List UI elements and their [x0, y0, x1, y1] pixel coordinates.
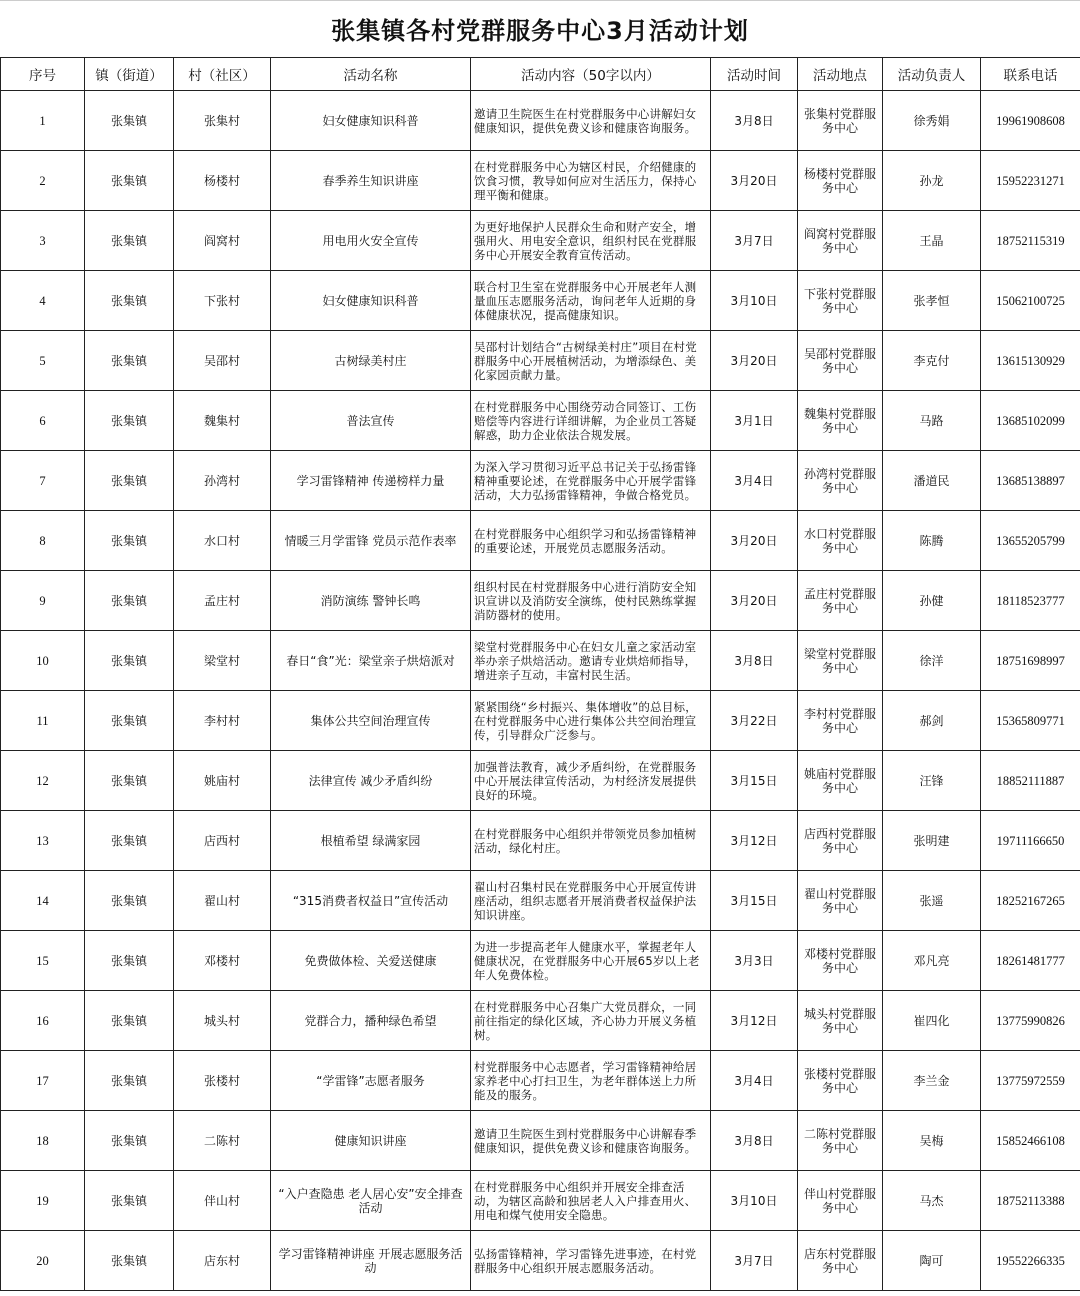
cell-village: 孟庄村 — [174, 571, 271, 631]
cell-activity-place: 孙湾村党群服务中心 — [798, 451, 883, 511]
cell-phone: 15365809771 — [981, 691, 1080, 751]
header-activity-content: 活动内容（50字以内） — [471, 58, 711, 91]
cell-village: 翟山村 — [174, 871, 271, 931]
cell-village: 李村村 — [174, 691, 271, 751]
header-person-in-charge: 活动负责人 — [883, 58, 981, 91]
cell-index: 17 — [1, 1051, 85, 1111]
header-phone: 联系电话 — [981, 58, 1080, 91]
cell-phone: 15952231271 — [981, 151, 1080, 211]
cell-activity-content: 在村党群服务中心围绕劳动合同签订、工伤赔偿等内容进行详细讲解，为企业员工答疑解惑，助力企业依法合规发展。 — [471, 391, 711, 451]
cell-phone: 19711166650 — [981, 811, 1080, 871]
cell-person-in-charge: 邓凡亮 — [883, 931, 981, 991]
cell-town: 张集镇 — [85, 1111, 174, 1171]
cell-town: 张集镇 — [85, 391, 174, 451]
table-row — [1, 751, 1080, 811]
table-header-row — [1, 58, 1080, 91]
cell-activity-time: 3月20日 — [711, 511, 798, 571]
cell-person-in-charge: 马杰 — [883, 1171, 981, 1231]
table-row — [1, 451, 1080, 511]
table-row — [1, 691, 1080, 751]
cell-activity-time: 3月12日 — [711, 811, 798, 871]
cell-activity-time: 3月20日 — [711, 331, 798, 391]
cell-town: 张集镇 — [85, 931, 174, 991]
cell-village: 张集村 — [174, 91, 271, 151]
cell-village: 伴山村 — [174, 1171, 271, 1231]
cell-index: 5 — [1, 331, 85, 391]
cell-activity-name: 健康知识讲座 — [271, 1111, 471, 1171]
cell-activity-place: 姚庙村党群服务中心 — [798, 751, 883, 811]
cell-person-in-charge: 徐秀娟 — [883, 91, 981, 151]
cell-person-in-charge: 郝剑 — [883, 691, 981, 751]
header-town: 镇（街道） — [85, 58, 174, 91]
cell-activity-time: 3月8日 — [711, 91, 798, 151]
cell-village: 魏集村 — [174, 391, 271, 451]
cell-activity-content: 在村党群服务中心召集广大党员群众，一同前往指定的绿化区域，齐心协力开展义务植树。 — [471, 991, 711, 1051]
cell-person-in-charge: 张孝恒 — [883, 271, 981, 331]
cell-index: 16 — [1, 991, 85, 1051]
cell-phone: 19552266335 — [981, 1231, 1080, 1291]
cell-activity-content: 翟山村召集村民在党群服务中心开展宣传讲座活动，组织志愿者开展消费者权益保护法知识讲座。 — [471, 871, 711, 931]
cell-town: 张集镇 — [85, 151, 174, 211]
cell-index: 7 — [1, 451, 85, 511]
cell-index: 18 — [1, 1111, 85, 1171]
cell-activity-time: 3月15日 — [711, 871, 798, 931]
table-row — [1, 631, 1080, 691]
cell-town: 张集镇 — [85, 571, 174, 631]
cell-phone: 18118523777 — [981, 571, 1080, 631]
cell-index: 9 — [1, 571, 85, 631]
cell-phone: 18852111887 — [981, 751, 1080, 811]
cell-activity-time: 3月10日 — [711, 1171, 798, 1231]
cell-activity-time: 3月12日 — [711, 991, 798, 1051]
cell-person-in-charge: 马路 — [883, 391, 981, 451]
cell-town: 张集镇 — [85, 1231, 174, 1291]
cell-activity-content: 为深入学习贯彻习近平总书记关于弘扬雷锋精神重要论述，在党群服务中心开展学雷锋活动，大力弘扬雷锋精神，争做合格党员。 — [471, 451, 711, 511]
cell-index: 4 — [1, 271, 85, 331]
cell-person-in-charge: 陈腾 — [883, 511, 981, 571]
cell-activity-content: 为更好地保护人民群众生命和财产安全，增强用火、用电安全意识，组织村民在党群服务中心开展安全教育宣传活动。 — [471, 211, 711, 271]
cell-index: 10 — [1, 631, 85, 691]
cell-phone: 13685102099 — [981, 391, 1080, 451]
cell-town: 张集镇 — [85, 211, 174, 271]
cell-activity-content: 吴邵村计划结合“古树绿美村庄”项目在村党群服务中心开展植树活动，为增添绿色、美化家园贡献力量。 — [471, 331, 711, 391]
cell-index: 20 — [1, 1231, 85, 1291]
cell-activity-content: 为进一步提高老年人健康水平，掌握老年人健康状况，在党群服务中心开展65岁以上老年人免费体检。 — [471, 931, 711, 991]
cell-phone: 13655205799 — [981, 511, 1080, 571]
cell-activity-content: 邀请卫生院医生在村党群服务中心讲解妇女健康知识，提供免费义诊和健康咨询服务。 — [471, 91, 711, 151]
cell-person-in-charge: 王晶 — [883, 211, 981, 271]
cell-phone: 13775972559 — [981, 1051, 1080, 1111]
cell-activity-name: 普法宣传 — [271, 391, 471, 451]
cell-activity-time: 3月20日 — [711, 151, 798, 211]
cell-activity-place: 邓楼村党群服务中心 — [798, 931, 883, 991]
cell-activity-content: 在村党群服务中心组织并开展安全排查活动，为辖区高龄和独居老人入户排查用火、用电和煤气使用安全隐患。 — [471, 1171, 711, 1231]
table-row — [1, 271, 1080, 331]
cell-village: 梁堂村 — [174, 631, 271, 691]
cell-town: 张集镇 — [85, 1051, 174, 1111]
cell-activity-content: 在村党群服务中心为辖区村民，介绍健康的饮食习惯，教导如何应对生活压力，保持心理平衡和健康。 — [471, 151, 711, 211]
cell-activity-name: 集体公共空间治理宣传 — [271, 691, 471, 751]
cell-village: 邓楼村 — [174, 931, 271, 991]
cell-activity-name: 妇女健康知识科普 — [271, 271, 471, 331]
table-row — [1, 1111, 1080, 1171]
cell-phone: 18261481777 — [981, 931, 1080, 991]
cell-village: 二陈村 — [174, 1111, 271, 1171]
cell-index: 11 — [1, 691, 85, 751]
header-activity-time: 活动时间 — [711, 58, 798, 91]
cell-activity-name: 春季养生知识讲座 — [271, 151, 471, 211]
cell-phone: 18751698997 — [981, 631, 1080, 691]
table-row — [1, 211, 1080, 271]
cell-activity-name: “315消费者权益日”宣传活动 — [271, 871, 471, 931]
cell-activity-place: 魏集村党群服务中心 — [798, 391, 883, 451]
cell-index: 6 — [1, 391, 85, 451]
cell-activity-place: 孟庄村党群服务中心 — [798, 571, 883, 631]
cell-activity-place: 张集村党群服务中心 — [798, 91, 883, 151]
table-row — [1, 151, 1080, 211]
cell-person-in-charge: 张遥 — [883, 871, 981, 931]
table-row — [1, 511, 1080, 571]
cell-activity-content: 加强普法教育，减少矛盾纠纷，在党群服务中心开展法律宣传活动，为村经济发展提供良好的环境。 — [471, 751, 711, 811]
cell-activity-name: 党群合力，播种绿色希望 — [271, 991, 471, 1051]
cell-phone: 18752113388 — [981, 1171, 1080, 1231]
cell-activity-name: 消防演练 警钟长鸣 — [271, 571, 471, 631]
cell-activity-place: 店东村党群服务中心 — [798, 1231, 883, 1291]
table-row — [1, 331, 1080, 391]
cell-phone: 18752115319 — [981, 211, 1080, 271]
cell-activity-content: 邀请卫生院医生到村党群服务中心讲解春季健康知识，提供免费义诊和健康咨询服务。 — [471, 1111, 711, 1171]
cell-activity-content: 在村党群服务中心组织并带领党员参加植树活动，绿化村庄。 — [471, 811, 711, 871]
cell-phone: 19961908608 — [981, 91, 1080, 151]
cell-activity-time: 3月8日 — [711, 1111, 798, 1171]
cell-village: 姚庙村 — [174, 751, 271, 811]
cell-town: 张集镇 — [85, 451, 174, 511]
cell-index: 3 — [1, 211, 85, 271]
cell-person-in-charge: 陶可 — [883, 1231, 981, 1291]
cell-activity-name: 学习雷锋精神 传递榜样力量 — [271, 451, 471, 511]
cell-index: 14 — [1, 871, 85, 931]
cell-activity-place: 阎窝村党群服务中心 — [798, 211, 883, 271]
header-activity-name: 活动名称 — [271, 58, 471, 91]
cell-activity-name: 免费做体检、关爱送健康 — [271, 931, 471, 991]
header-village: 村（社区） — [174, 58, 271, 91]
cell-town: 张集镇 — [85, 91, 174, 151]
cell-village: 店西村 — [174, 811, 271, 871]
activity-table — [0, 57, 1080, 1291]
cell-town: 张集镇 — [85, 271, 174, 331]
table-row — [1, 391, 1080, 451]
cell-town: 张集镇 — [85, 751, 174, 811]
cell-town: 张集镇 — [85, 991, 174, 1051]
table-row — [1, 1051, 1080, 1111]
cell-index: 19 — [1, 1171, 85, 1231]
cell-phone: 18252167265 — [981, 871, 1080, 931]
cell-activity-name: 情暖三月学雷锋 党员示范作表率 — [271, 511, 471, 571]
cell-village: 城头村 — [174, 991, 271, 1051]
cell-activity-time: 3月4日 — [711, 451, 798, 511]
cell-village: 下张村 — [174, 271, 271, 331]
cell-activity-time: 3月10日 — [711, 271, 798, 331]
cell-activity-content: 村党群服务中心志愿者，学习雷锋精神给居家养老中心打扫卫生，为老年群体送上力所能及的服务。 — [471, 1051, 711, 1111]
cell-activity-content: 紧紧围绕“乡村振兴、集体增收”的总目标，在村党群服务中心进行集体公共空间治理宣传，引导群众广泛参与。 — [471, 691, 711, 751]
cell-phone: 15062100725 — [981, 271, 1080, 331]
cell-town: 张集镇 — [85, 1171, 174, 1231]
cell-phone: 13685138897 — [981, 451, 1080, 511]
cell-activity-name: “学雷锋”志愿者服务 — [271, 1051, 471, 1111]
cell-activity-place: 吴邵村党群服务中心 — [798, 331, 883, 391]
cell-activity-name: 用电用火安全宣传 — [271, 211, 471, 271]
cell-activity-place: 水口村党群服务中心 — [798, 511, 883, 571]
cell-village: 水口村 — [174, 511, 271, 571]
cell-phone: 13615130929 — [981, 331, 1080, 391]
cell-activity-content: 联合村卫生室在党群服务中心开展老年人测量血压志愿服务活动，询问老年人近期的身体健康状况，提高健康知识。 — [471, 271, 711, 331]
table-row — [1, 991, 1080, 1051]
cell-index: 12 — [1, 751, 85, 811]
table-row — [1, 91, 1080, 151]
cell-activity-time: 3月3日 — [711, 931, 798, 991]
cell-person-in-charge: 崔四化 — [883, 991, 981, 1051]
cell-person-in-charge: 汪锋 — [883, 751, 981, 811]
cell-town: 张集镇 — [85, 691, 174, 751]
cell-activity-time: 3月4日 — [711, 1051, 798, 1111]
cell-village: 杨楼村 — [174, 151, 271, 211]
cell-activity-place: 伴山村党群服务中心 — [798, 1171, 883, 1231]
cell-index: 2 — [1, 151, 85, 211]
cell-activity-time: 3月7日 — [711, 1231, 798, 1291]
cell-person-in-charge: 张明建 — [883, 811, 981, 871]
cell-index: 15 — [1, 931, 85, 991]
cell-activity-time: 3月7日 — [711, 211, 798, 271]
cell-activity-name: “入户查隐患 老人居心安”安全排查活动 — [271, 1171, 471, 1231]
cell-activity-place: 店西村党群服务中心 — [798, 811, 883, 871]
cell-activity-name: 法律宣传 减少矛盾纠纷 — [271, 751, 471, 811]
table-body — [1, 91, 1080, 1291]
cell-activity-place: 下张村党群服务中心 — [798, 271, 883, 331]
cell-activity-name: 春日“食”光：梁堂亲子烘焙派对 — [271, 631, 471, 691]
cell-town: 张集镇 — [85, 511, 174, 571]
cell-person-in-charge: 吴梅 — [883, 1111, 981, 1171]
cell-village: 店东村 — [174, 1231, 271, 1291]
cell-activity-content: 弘扬雷锋精神，学习雷锋先进事迹，在村党群服务中心组织开展志愿服务活动。 — [471, 1231, 711, 1291]
cell-activity-place: 李村村党群服务中心 — [798, 691, 883, 751]
cell-activity-place: 梁堂村党群服务中心 — [798, 631, 883, 691]
cell-village: 阎窝村 — [174, 211, 271, 271]
cell-village: 张楼村 — [174, 1051, 271, 1111]
header-index: 序号 — [1, 58, 85, 91]
cell-activity-place: 张楼村党群服务中心 — [798, 1051, 883, 1111]
cell-town: 张集镇 — [85, 811, 174, 871]
cell-activity-place: 杨楼村党群服务中心 — [798, 151, 883, 211]
cell-activity-content: 在村党群服务中心组织学习和弘扬雷锋精神的重要论述，开展党员志愿服务活动。 — [471, 511, 711, 571]
cell-activity-content: 梁堂村党群服务中心在妇女儿童之家活动室举办亲子烘焙活动。邀请专业烘焙师指导，增进亲子互动，丰富村民生活。 — [471, 631, 711, 691]
cell-activity-place: 城头村党群服务中心 — [798, 991, 883, 1051]
cell-town: 张集镇 — [85, 331, 174, 391]
table-row — [1, 1171, 1080, 1231]
cell-activity-name: 妇女健康知识科普 — [271, 91, 471, 151]
table-row — [1, 811, 1080, 871]
cell-activity-name: 根植希望 绿满家园 — [271, 811, 471, 871]
cell-village: 孙湾村 — [174, 451, 271, 511]
table-row — [1, 1231, 1080, 1291]
table-row — [1, 931, 1080, 991]
cell-activity-name: 学习雷锋精神讲座 开展志愿服务活动 — [271, 1231, 471, 1291]
cell-index: 13 — [1, 811, 85, 871]
cell-activity-time: 3月15日 — [711, 751, 798, 811]
table-row — [1, 871, 1080, 931]
cell-phone: 15852466108 — [981, 1111, 1080, 1171]
cell-activity-place: 二陈村党群服务中心 — [798, 1111, 883, 1171]
cell-phone: 13775990826 — [981, 991, 1080, 1051]
cell-activity-time: 3月22日 — [711, 691, 798, 751]
header-activity-place: 活动地点 — [798, 58, 883, 91]
cell-activity-time: 3月20日 — [711, 571, 798, 631]
cell-activity-time: 3月8日 — [711, 631, 798, 691]
cell-activity-time: 3月1日 — [711, 391, 798, 451]
cell-town: 张集镇 — [85, 631, 174, 691]
cell-town: 张集镇 — [85, 871, 174, 931]
cell-activity-place: 翟山村党群服务中心 — [798, 871, 883, 931]
cell-activity-name: 古树绿美村庄 — [271, 331, 471, 391]
cell-person-in-charge: 孙健 — [883, 571, 981, 631]
page-title: 张集镇各村党群服务中心3月活动计划 — [331, 17, 749, 45]
cell-person-in-charge: 李克付 — [883, 331, 981, 391]
cell-index: 1 — [1, 91, 85, 151]
table-row — [1, 571, 1080, 631]
cell-person-in-charge: 李兰金 — [883, 1051, 981, 1111]
cell-person-in-charge: 孙龙 — [883, 151, 981, 211]
cell-index: 8 — [1, 511, 85, 571]
cell-village: 吴邵村 — [174, 331, 271, 391]
cell-person-in-charge: 徐洋 — [883, 631, 981, 691]
cell-person-in-charge: 潘道民 — [883, 451, 981, 511]
cell-activity-content: 组织村民在村党群服务中心进行消防安全知识宣讲以及消防安全演练，使村民熟练掌握消防器材的使用。 — [471, 571, 711, 631]
